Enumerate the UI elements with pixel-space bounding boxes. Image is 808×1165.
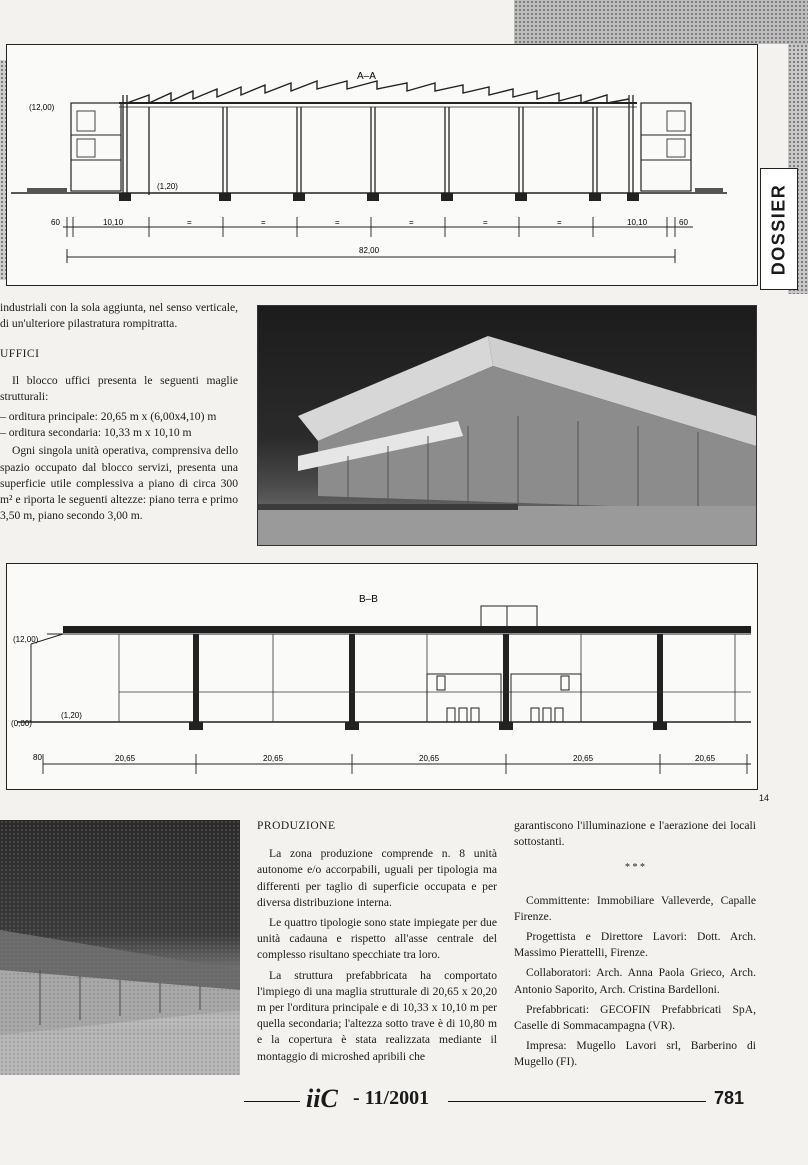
credit-collaboratori: Collaboratori: Arch. Anna Paola Grieco, Arch. Antonio Saporito, Arch. Cristina Bardelloni. (514, 966, 756, 996)
heading-uffici: UFFICI (0, 348, 40, 361)
continuation-paragraph: garantiscono l'illuminazione e l'aerazione dei locali sottostanti. (514, 819, 756, 849)
dim-aa-3: = (261, 218, 266, 227)
produzione-column (257, 818, 497, 1069)
level-bb-small: 80 (33, 753, 42, 762)
figure-number: 14 (759, 793, 770, 803)
section-aa-svg (7, 45, 757, 285)
dim-aa-0: 60 (51, 218, 60, 227)
level-inner-label: (1,20) (157, 182, 178, 191)
level-bb-top: (12,00) (13, 635, 39, 644)
produzione-paragraph-3: La struttura prefabbricata ha comportato l'impiego di una maglia strutturale di 20,65 x 20,20 m per l'orditura principale e di 10,33 x 10,10 m per quella secondaria; l'altezza sotto trave è di 10,80 m e la copertura è stata realizzata mediante il montaggio di microshed apribili che (257, 968, 497, 1063)
credit-committente: Committente: Immobiliare Valleverde, Capalle Firenze. (514, 893, 756, 923)
uffici-item-1: – orditura principale: 20,65 m x (6,00x4,10) m (0, 410, 217, 424)
section-aa-label: A–A (357, 71, 376, 82)
intro-paragraph: industriali con la sola aggiunta, nel senso verticale, di un'ulteriore pilastratura rompitratta. (0, 301, 238, 331)
halftone-band-top (514, 0, 808, 44)
dim-aa-1: 10,10 (103, 218, 124, 227)
left-column-top (0, 300, 238, 528)
dossier-badge-text: DOSSIER (768, 183, 789, 275)
footer-rule-right (448, 1101, 706, 1102)
building-photo-svg (258, 306, 756, 545)
stars-separator: * * * (625, 862, 645, 874)
produzione-paragraph-1: La zona produzione comprende n. 8 unità autonome e/o accorpabili, uguali per tipologia ma differenti per taglio di superficie occupata e per diversa distribuzione interna. (257, 847, 497, 909)
produzione-paragraph-2: Le quattro tipologie sono state impiegate per due unità cadauna e rispetto all'asse centrale del complesso risultano specchiate tra loro. (257, 916, 497, 962)
credit-progettista: Progettista e Direttore Lavori: Dott. Arch. Massimo Pierattelli, Firenze. (514, 930, 756, 960)
uffici-paragraph-1: Il blocco uffici presenta le seguenti maglie strutturali: (0, 373, 238, 403)
footer-rule-left (244, 1101, 300, 1102)
production-photo (0, 820, 240, 1075)
section-drawing-bb (6, 563, 758, 790)
credit-impresa: Impresa: Mugello Lavori srl, Barberino di Mugello (FI). (514, 1039, 756, 1069)
level-bb-mid: (1,20) (61, 711, 82, 720)
credit-prefabbricati: Prefabbricati: GECOFIN Prefabbricati SpA, Caselle di Sommacampagna (VR). (514, 1002, 756, 1033)
footer-magazine-title: iiC (306, 1084, 338, 1113)
right-column (514, 818, 756, 1075)
footer-page-number: 781 (714, 1088, 745, 1108)
dim-aa-7: = (557, 218, 562, 227)
heading-produzione: PRODUZIONE (257, 820, 336, 832)
dim-bb-4: 20,65 (695, 754, 716, 763)
dim-bb-2: 20,65 (419, 754, 440, 763)
section-drawing-aa (6, 44, 758, 286)
section-bb-svg (7, 564, 757, 789)
dim-aa-2: = (187, 218, 192, 227)
dim-aa-8: 10,10 (627, 218, 648, 227)
dim-bb-1: 20,65 (263, 754, 284, 763)
level-left-label: (12,00) (29, 103, 55, 112)
dim-aa-total: 82,00 (359, 246, 380, 255)
footer-issue: - 11/2001 (353, 1087, 430, 1109)
dim-aa-9: 60 (679, 218, 688, 227)
uffici-item-2: – orditura secondaria: 10,33 m x 10,10 m (0, 426, 192, 440)
uffici-paragraph-2: Ogni singola unità operativa, comprensiva dello spazio occupato dal blocco servizi, presenta una superficie utile complessiva a piano di circa 300 m² e riporta le seguenti altezze: piano terra e primo 3,50 m, piano secondo 3,00 m. (0, 444, 238, 523)
dim-aa-6: = (483, 218, 488, 227)
level-bb-bottom: (0,00) (11, 719, 32, 728)
dim-bb-3: 20,65 (573, 754, 594, 763)
building-photo (257, 305, 757, 546)
dim-bb-0: 20,65 (115, 754, 136, 763)
section-bb-label: B–B (359, 594, 378, 605)
dim-aa-5: = (409, 218, 414, 227)
dim-aa-4: = (335, 218, 340, 227)
dossier-badge (760, 168, 798, 290)
